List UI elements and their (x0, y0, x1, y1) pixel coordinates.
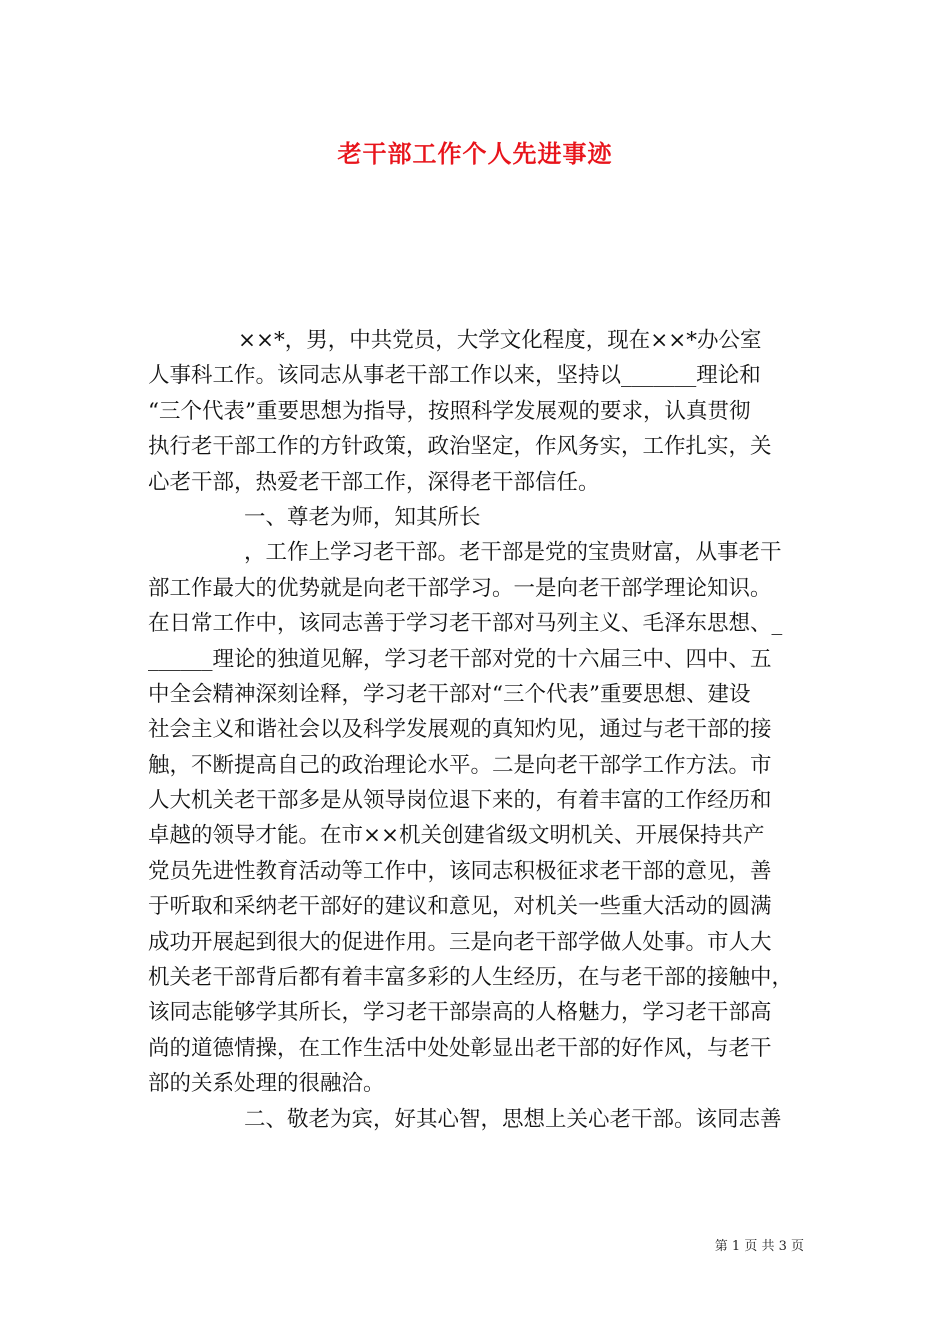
body-line: ，工作上学习老干部。老干部是党的宝贵财富，从事老干 (244, 540, 782, 566)
body-line: 于听取和采纳老干部好的建议和意见，对机关一些重大活动的圆满 (148, 894, 772, 920)
section-heading: 二、敬老为宾，好其心智，思想上关心老干部。该同志善 (244, 1106, 782, 1132)
body-line: 党员先进性教育活动等工作中，该同志积极征求老干部的意见，善 (148, 858, 772, 884)
body-line: 社会主义和谐社会以及科学发展观的真知灼见，通过与老干部的接 (148, 717, 772, 743)
body-line: 部的关系处理的很融洽。 (148, 1071, 385, 1097)
body-line: 在日常工作中，该同志善于学习老干部对马列主义、毛泽东思想、_ (148, 611, 783, 637)
body-line: 部工作最大的优势就是向老干部学习。一是向老干部学理论知识。 (148, 575, 772, 601)
body-line: 心老干部，热爱老干部工作，深得老干部信任。 (148, 469, 600, 495)
body-line: 人事科工作。该同志从事老干部工作以来，坚持以_______理论和 (148, 363, 761, 389)
page-number: 第 1 页 共 3 页 (714, 1239, 804, 1254)
document-title: 老干部工作个人先进事迹 (337, 139, 613, 168)
body-line: ______理论的独道见解，学习老干部对党的十六届三中、四中、五 (148, 646, 772, 672)
body-line: 机关老干部背后都有着丰富多彩的人生经历，在与老干部的接触中， (148, 965, 794, 991)
body-line: 尚的道德情操，在工作生活中处处彰显出老干部的好作风，与老干 (148, 1035, 772, 1061)
body-line: ××*，男，中共党员，大学文化程度，现在××*办公室 (238, 328, 762, 353)
body-line: 人大机关老干部多是从领导岗位退下来的，有着丰富的工作经历和 (148, 788, 772, 814)
body-line: 触，不断提高自己的政治理论水平。二是向老干部学工作方法。市 (148, 752, 772, 778)
document-body (148, 323, 810, 1137)
section-heading: 一、尊老为师，知其所长 (244, 504, 481, 530)
body-line: 卓越的领导才能。在市××机关创建省级文明机关、开展保持共产 (148, 823, 765, 849)
body-line: 中全会精神深刻诠释，学习老干部对“三个代表”重要思想、建设 (148, 681, 751, 707)
body-line: 成功开展起到很大的促进作用。三是向老干部学做人处事。市人大 (148, 929, 772, 955)
body-line: 执行老干部工作的方针政策，政治坚定，作风务实，工作扎实，关 (148, 434, 772, 460)
body-line: “三个代表”重要思想为指导，按照科学发展观的要求，认真贯彻 (148, 398, 751, 424)
body-line: 该同志能够学其所长，学习老干部崇高的人格魅力，学习老干部高 (148, 1000, 772, 1026)
